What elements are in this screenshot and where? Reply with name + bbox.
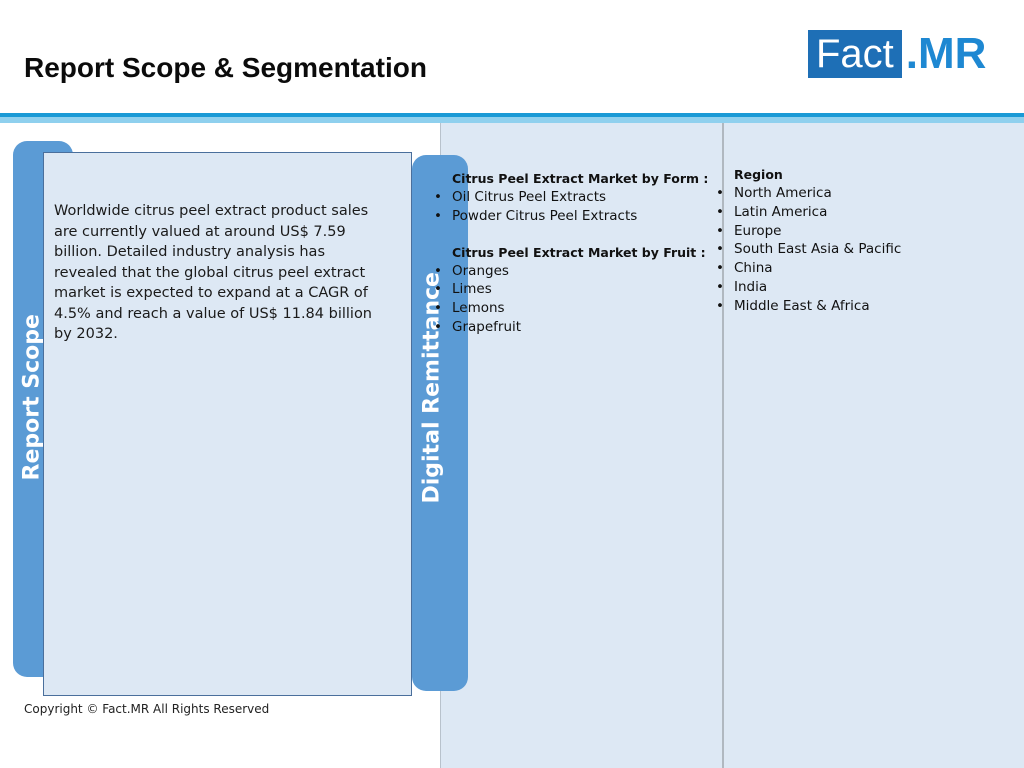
list-item: • Powder Citrus Peel Extracts bbox=[452, 207, 717, 226]
report-scope-label: Report Scope bbox=[19, 314, 45, 481]
form-fruit-column bbox=[452, 170, 717, 337]
list-item: • Lemons bbox=[452, 299, 717, 318]
region-column bbox=[734, 166, 1014, 316]
digital-remittance-label: Digital Remittance bbox=[419, 272, 445, 504]
region-list bbox=[734, 184, 1014, 316]
form-heading: Citrus Peel Extract Market by Form : bbox=[452, 171, 709, 186]
list-item: • China bbox=[734, 259, 1014, 278]
factmr-logo bbox=[808, 30, 986, 78]
region-heading: Region bbox=[734, 167, 783, 182]
list-item: • Limes bbox=[452, 280, 717, 299]
page-title: Report Scope & Segmentation bbox=[24, 52, 427, 83]
list-item: • Middle East & Africa bbox=[734, 297, 1014, 316]
list-item: • India bbox=[734, 278, 1014, 297]
fruit-list bbox=[452, 262, 717, 337]
copyright-text: Copyright © Fact.MR All Rights Reserved bbox=[24, 702, 270, 716]
report-scope-text: Worldwide citrus peel extract product sales are currently valued at around US$ 7.59 billion. Detailed industry analysis has revealed that the global citrus peel extract market is expected to expand at a CAGR of 4.5% and reach a value of US$ 11.84 billion by 2032. bbox=[54, 203, 373, 342]
list-item: • South East Asia & Pacific bbox=[734, 240, 1014, 259]
list-item: • Oranges bbox=[452, 262, 717, 281]
fruit-heading: Citrus Peel Extract Market by Fruit : bbox=[452, 244, 706, 260]
form-list bbox=[452, 188, 717, 226]
list-item: • Oil Citrus Peel Extracts bbox=[452, 188, 717, 207]
list-item: • North America bbox=[734, 184, 1014, 203]
list-item: • Europe bbox=[734, 222, 1014, 241]
list-item: • Grapefruit bbox=[452, 318, 717, 337]
list-item: • Latin America bbox=[734, 203, 1014, 222]
report-scope-panel bbox=[43, 152, 412, 696]
logo-mr-text: .MR bbox=[905, 29, 987, 78]
logo-fact-text: Fact bbox=[808, 30, 902, 78]
